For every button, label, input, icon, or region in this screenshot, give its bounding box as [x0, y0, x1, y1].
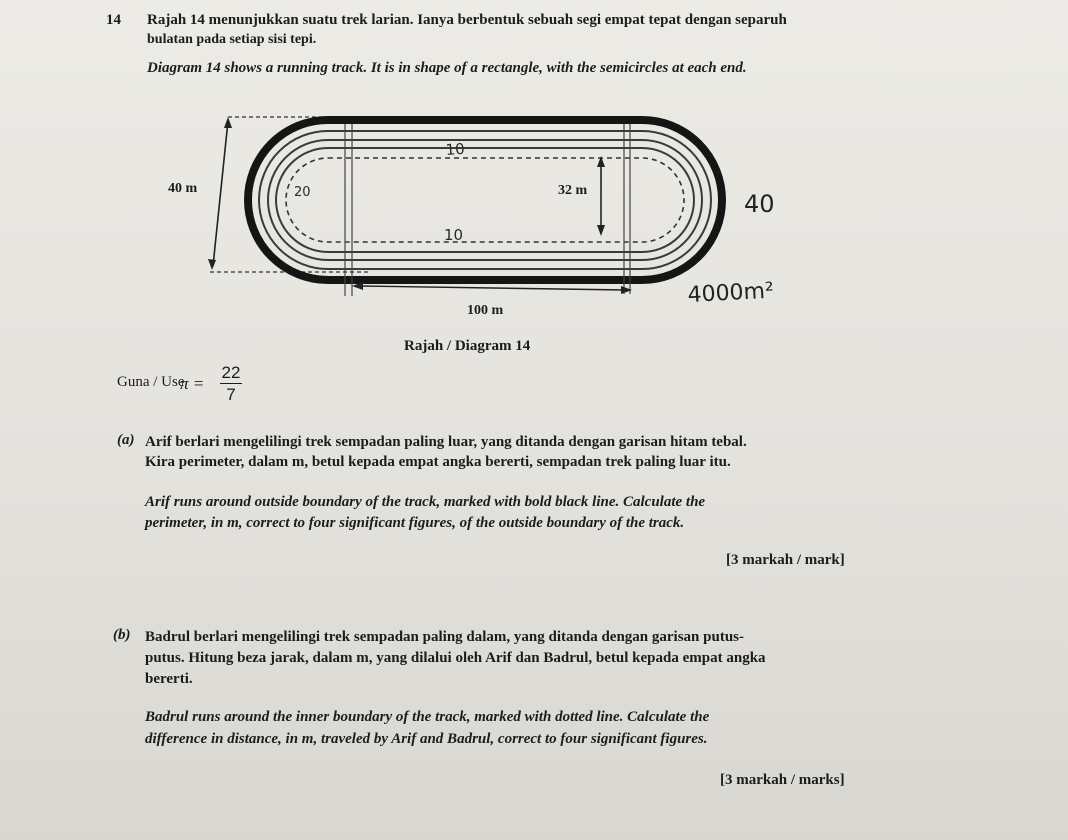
part-b-malay-line-2: putus. Hitung beza jarak, dalam m, yang dilalui oleh Arif dan Badrul, betul kepada empat angka [145, 650, 766, 666]
part-b-label: (b) [113, 627, 131, 643]
outer-height-dimension-line [213, 121, 228, 266]
pi-numerator: 22 [221, 363, 241, 382]
part-b-english-line-2: difference in distance, in m, traveled by Arif and Badrul, correct to four significant figures. [145, 731, 708, 747]
part-b-malay-line-3: bererti. [145, 671, 193, 687]
handwritten-note-area: 4000m² [687, 278, 775, 308]
outer-height-arrow-bottom [208, 259, 216, 270]
length-dimension-line [358, 286, 626, 290]
part-a-label: (a) [117, 432, 135, 448]
diagram-caption: Rajah / Diagram 14 [404, 338, 531, 354]
part-a-marks: [3 markah / mark] [726, 552, 845, 568]
part-b-marks: [3 markah / marks] [720, 772, 845, 788]
use-pi-label: Guna / Use [117, 374, 185, 390]
question-intro-malay-line-1: Rajah 14 menunjukkan suatu trek larian. Ianya berbentuk sebuah segi empat tepat dengan separuh [147, 12, 787, 28]
pi-fraction [220, 362, 242, 406]
part-a-english-line-2: perimeter, in m, correct to four significant figures, of the outside boundary of the track. [145, 515, 685, 531]
outer-height-arrow-top [224, 117, 232, 128]
part-b-english-line-1: Badrul runs around the inner boundary of the track, marked with dotted line. Calculate the [145, 709, 710, 725]
outer-height-label: 40 m [168, 181, 198, 196]
pi-denominator: 7 [226, 385, 236, 404]
question-intro-english: Diagram 14 shows a running track. It is in shape of a rectangle, with the semicircles at each end. [147, 60, 747, 76]
part-a-malay-line-2: Kira perimeter, dalam m, betul kepada empat angka bererti, sempadan trek paling luar itu. [145, 454, 731, 470]
lane-line-3 [276, 148, 694, 252]
pi-symbol: π = [180, 374, 205, 393]
part-a-malay-line-1: Arif berlari mengelilingi trek sempadan paling luar, yang ditanda dengan garisan hitam tebal. [145, 434, 747, 450]
handwritten-note-inner: 10 [444, 226, 464, 244]
length-label: 100 m [467, 303, 504, 318]
question-number: 14 [106, 12, 121, 28]
lane-line-1 [259, 131, 711, 269]
handwritten-note-left: 20 [294, 185, 311, 200]
outer-boundary-bold-line [248, 120, 722, 280]
handwritten-note-right: 40 [744, 190, 775, 218]
part-b-malay-line-1: Badrul berlari mengelilingi trek sempadan paling dalam, yang ditanda dengan garisan putus- [145, 629, 744, 645]
inner-height-arrow-bottom [597, 225, 605, 236]
inner-height-label: 32 m [558, 183, 588, 198]
question-intro-malay-line-2: bulatan pada setiap sisi tepi. [147, 32, 317, 47]
part-a-english-line-1: Arif runs around outside boundary of the track, marked with bold black line. Calculate the [145, 494, 706, 510]
handwritten-note-top: 10 [445, 139, 466, 159]
